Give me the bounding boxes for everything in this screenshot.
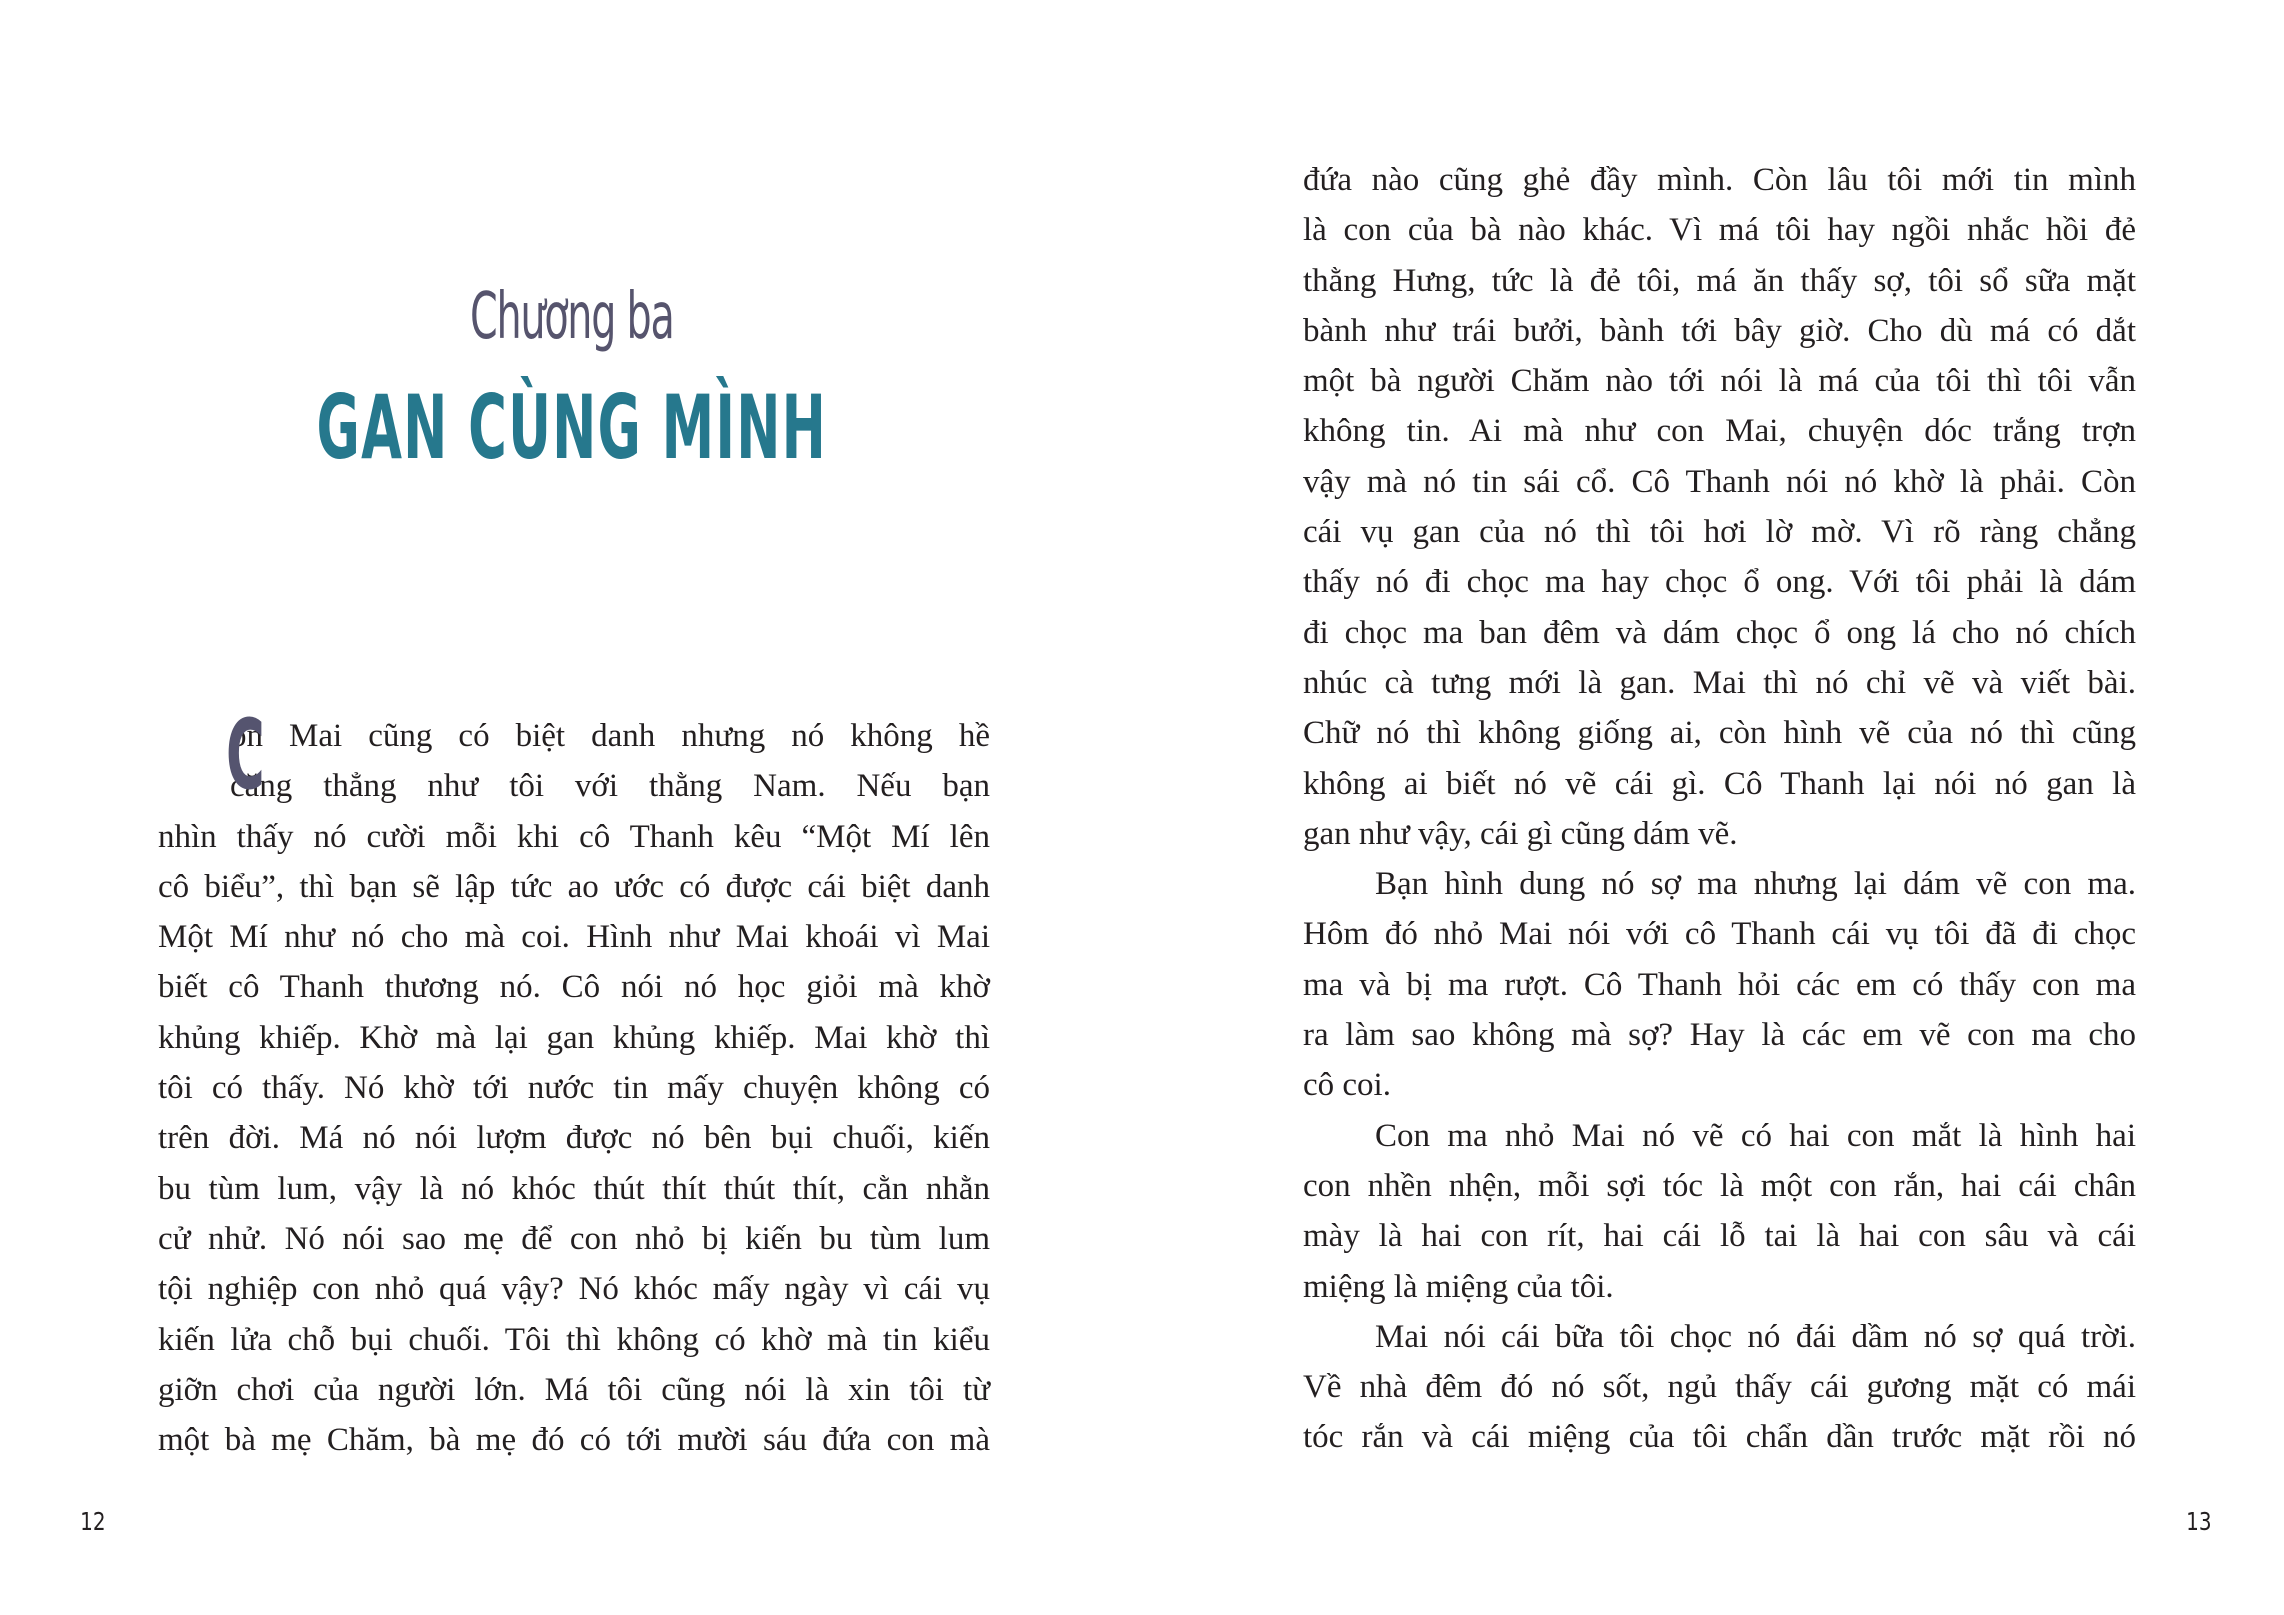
text-line: một bà mẹ Chăm, bà mẹ đó có tới mười sáu đứa con mà: [158, 1422, 990, 1459]
text-line: là con của bà nào khác. Vì má tôi hay ngồi nhắc hồi đẻ: [1303, 212, 2136, 249]
text-line: không tin. Ai mà như con Mai, chuyện dóc trắng trợn: [1303, 413, 2136, 450]
right-page: [1142, 0, 2284, 1615]
text-line: Mai nói cái bữa tôi chọc nó đái dầm nó sợ quá trời.: [1375, 1318, 2136, 1355]
text-line: ma và bị ma rượt. Cô Thanh hỏi các em có thấy con ma: [1303, 966, 2136, 1003]
text-line: khủng khiếp. Khờ mà lại gan khủng khiếp. Mai khờ thì: [158, 1019, 990, 1056]
page-number-left: 12: [80, 1507, 106, 1536]
chapter-title: GAN CÙNG MÌNH: [316, 376, 828, 479]
drop-cap: C: [226, 699, 265, 811]
text-line: mày là hai con rít, hai cái lỗ tai là hai con sâu và cái: [1303, 1218, 2136, 1255]
text-line: cô coi.: [1303, 1067, 1391, 1104]
text-line: Con ma nhỏ Mai nó vẽ có hai con mắt là hình hai: [1375, 1117, 2136, 1154]
right-body-text: [1303, 155, 2136, 1463]
text-line: đi chọc ma ban đêm và dám chọc ổ ong lá cho nó chích: [1303, 614, 2136, 651]
text-line: thấy nó đi chọc ma hay chọc ổ ong. Với tôi phải là dám: [1303, 564, 2136, 601]
text-line: nhúc cà tưng mới là gan. Mai thì nó chỉ vẽ và viết bài.: [1303, 664, 2136, 701]
text-line: Về nhà đêm đó nó sốt, ngủ thấy cái gương mặt có mái: [1303, 1369, 2136, 1406]
text-line: tóc rắn và cái miệng của tôi chẩn dần trước mặt rồi nó: [1303, 1419, 2136, 1456]
text-line: con nhền nhện, mỗi sợi tóc là một con rắn, hai cái chân: [1303, 1167, 2136, 1204]
text-line: căng thẳng như tôi với thằng Nam. Nếu bạn: [230, 768, 990, 805]
text-line: giỡn chơi của người lớn. Má tôi cũng nói là xin tôi từ: [158, 1371, 990, 1408]
text-line: tội nghiệp con nhỏ quá vậy? Nó khóc mấy ngày vì cái vụ: [158, 1271, 990, 1308]
text-line: on Mai cũng có biệt danh nhưng nó không hề: [230, 718, 990, 754]
text-line: cô biểu”, thì bạn sẽ lập tức ao ước có được cái biệt danh: [158, 868, 990, 905]
page-number-right: 13: [2186, 1507, 2212, 1536]
text-line: trên đời. Má nó nói lượm được nó bên bụi chuối, kiến: [158, 1120, 990, 1157]
text-line: cái vụ gan của nó thì tôi hơi lờ mờ. Vì rõ ràng chẳng: [1303, 514, 2136, 551]
text-line: Hôm đó nhỏ Mai nói với cô Thanh cái vụ tôi đã đi chọc: [1303, 916, 2136, 953]
text-line: cử nhử. Nó nói sao mẹ để con nhỏ bị kiến bu tùm lum: [158, 1220, 990, 1257]
text-line: tôi có thấy. Nó khờ tới nước tin mấy chuyện không có: [158, 1070, 990, 1107]
text-line: bành như trái bưởi, bành tới bây giờ. Cho dù má có dắt: [1303, 312, 2136, 349]
text-line: thằng Hưng, tức là đẻ tôi, má ăn thấy sợ, tôi sổ sữa mặt: [1303, 262, 2136, 299]
text-line: không ai biết nó vẽ cái gì. Cô Thanh lại nói nó gan là: [1303, 765, 2136, 802]
text-line: Chữ nó thì không giống ai, còn hình vẽ của nó thì cũng: [1303, 715, 2136, 752]
text-line: bu tùm lum, vậy là nó khóc thút thít thút thít, cằn nhằn: [158, 1170, 990, 1207]
text-line: nhìn thấy nó cười mỗi khi cô Thanh kêu “Một Mí lên: [158, 818, 990, 855]
text-line: một bà người Chăm nào tới nói là má của tôi thì tôi vẫn: [1303, 363, 2136, 400]
text-line: kiến lửa chỗ bụi chuối. Tôi thì không có khờ mà tin kiểu: [158, 1321, 990, 1358]
text-line: miệng là miệng của tôi.: [1303, 1268, 1614, 1305]
text-line: đứa nào cũng ghẻ đầy mình. Còn lâu tôi mới tin mình: [1303, 162, 2136, 198]
text-line: biết cô Thanh thương nó. Cô nói nó học giỏi mà khờ: [158, 969, 990, 1006]
text-line: Một Mí như nó cho mà coi. Hình như Mai khoái vì Mai: [158, 919, 990, 956]
text-line: gan như vậy, cái gì cũng dám vẽ.: [1303, 815, 1738, 852]
chapter-label: Chương ba: [469, 280, 674, 354]
left-body-text: [158, 699, 990, 1465]
text-line: ra làm sao không mà sợ? Hay là các em vẽ con ma cho: [1303, 1017, 2136, 1054]
text-line: vậy mà nó tin sái cổ. Cô Thanh nói nó khờ là phải. Còn: [1303, 463, 2136, 500]
text-line: Bạn hình dung nó sợ ma nhưng lại dám vẽ con ma.: [1375, 866, 2136, 903]
